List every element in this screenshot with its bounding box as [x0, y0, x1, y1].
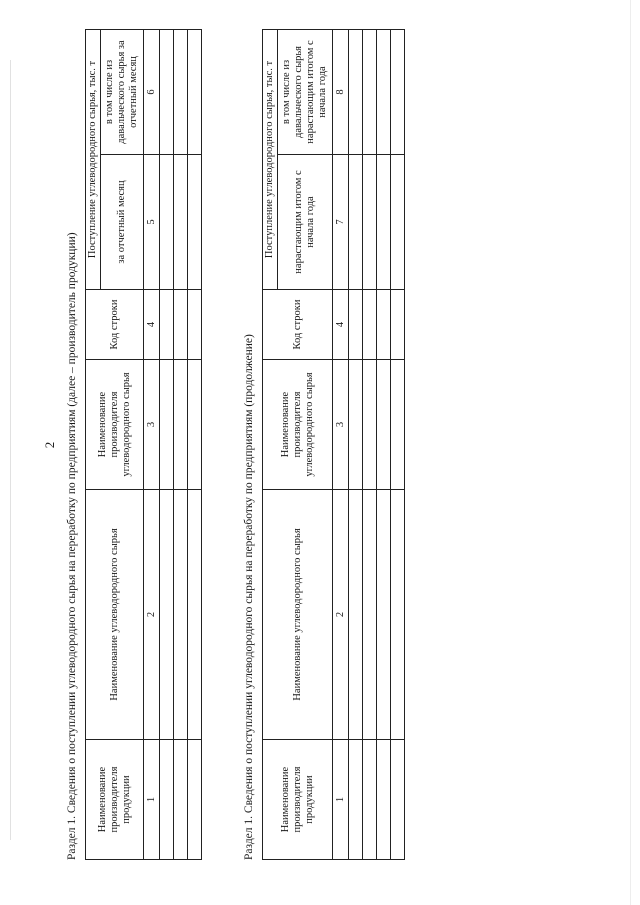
s2-header-row-code: Код строки [263, 290, 333, 360]
s1-header-month: за отчетный месяц [101, 155, 144, 290]
table-row [174, 30, 188, 860]
s2-colnum: 3 [333, 360, 349, 490]
scan-edge-line [10, 60, 11, 840]
table-row [363, 30, 377, 860]
s1-header-raw-producer: Наименование производителя углеводородного сырья [86, 360, 144, 490]
section1-heading: Раздел 1. Сведения о поступлении углеводородного сырья на переработку по предприятиям (далее – производитель продукции) [66, 232, 78, 860]
section1-table [85, 29, 202, 860]
s2-header-raw-producer: Наименование производителя углеводородного сырья [263, 360, 333, 490]
s2-header-intake-group: Поступление углеводородного сырья, тыс. т [263, 30, 278, 290]
s1-header-producer: Наименование производителя продукции [86, 740, 144, 860]
s2-colnum: 2 [333, 490, 349, 740]
s2-header-ytd: нарастающим итогом с начала года [278, 155, 333, 290]
s1-colnum: 6 [144, 30, 160, 155]
s1-colnum: 2 [144, 490, 160, 740]
scan-edge-line [630, 0, 631, 905]
s1-colnum: 1 [144, 740, 160, 860]
s1-colnum: 4 [144, 290, 160, 360]
section2-heading: Раздел 1. Сведения о поступлении углеводородного сырья на переработку по предприятиям (продолжение) [243, 334, 255, 860]
table-row [391, 30, 405, 860]
table-row [160, 30, 174, 860]
s2-colnum: 8 [333, 30, 349, 155]
page-number: 2 [42, 441, 57, 449]
s1-colnum: 3 [144, 360, 160, 490]
s1-header-tolling-month: в том числе из давальческого сырья за отчетный месяц [101, 30, 144, 155]
table-row [188, 30, 202, 860]
s2-header-raw-material: Наименование углеводородного сырья [263, 490, 333, 740]
s2-colnum: 1 [333, 740, 349, 860]
s1-header-raw-material: Наименование углеводородного сырья [86, 490, 144, 740]
table-row [377, 30, 391, 860]
s1-colnum: 5 [144, 155, 160, 290]
s2-header-tolling-ytd: в том числе из давальческого сырья нарастающим итогом с начала года [278, 30, 333, 155]
s2-header-producer: Наименование производителя продукции [263, 740, 333, 860]
s1-header-intake-group: Поступление углеводородного сырья, тыс. т [86, 30, 101, 290]
section2-table [262, 29, 405, 860]
s2-colnum: 7 [333, 155, 349, 290]
s2-colnum: 4 [333, 290, 349, 360]
table-row [349, 30, 363, 860]
s1-header-row-code: Код строки [86, 290, 144, 360]
